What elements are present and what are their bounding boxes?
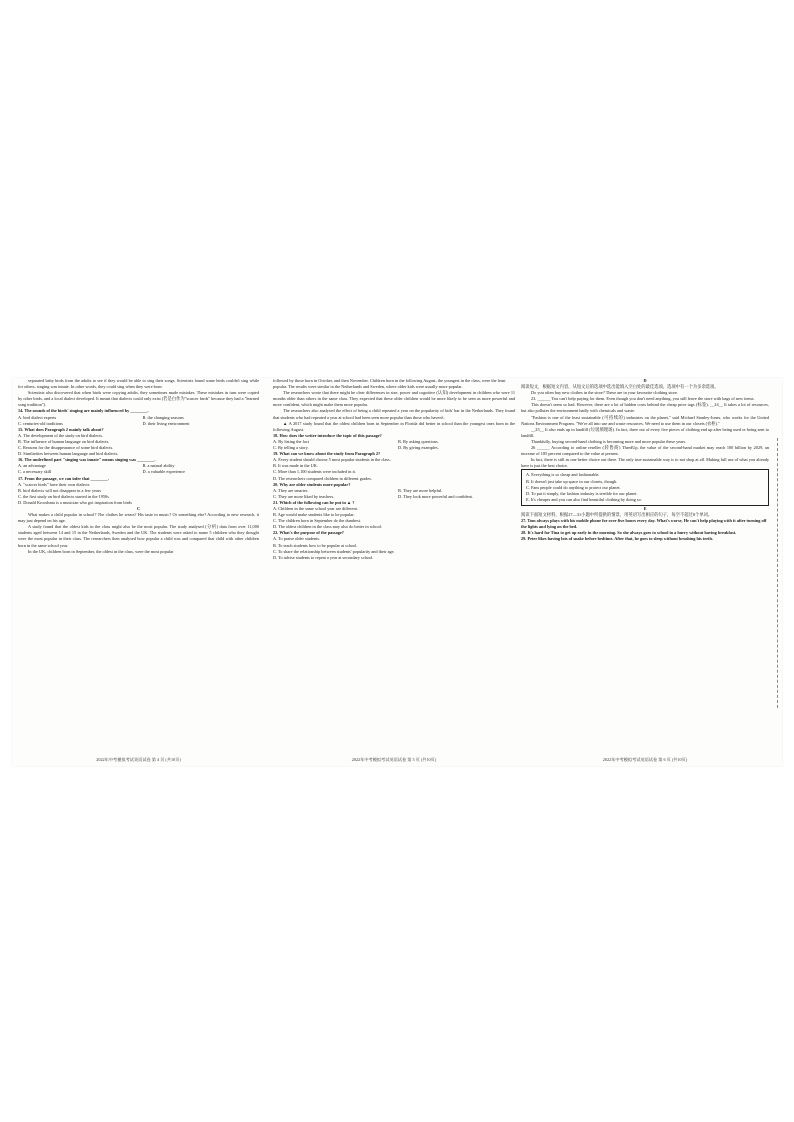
- section-heading: C: [136, 505, 141, 511]
- answer-option: D. a valuable experience: [142, 469, 185, 475]
- paragraph: ▲ A 2017 study found that the oldest children born in September in Florida did better in school than the youngest ones born in the following August.: [273, 420, 515, 432]
- exam-sheet: [12, 378, 782, 766]
- answer-option: B. The influence of human language on bird dialects.: [18, 438, 110, 444]
- section-heading: E: [643, 505, 647, 511]
- answer-option: D. Donald Kroodsma is a musician who got inspiration from birds: [18, 499, 132, 505]
- answer-option: B. bird dialects will not disappear in a few years: [18, 487, 102, 493]
- answer-option: A. an advantage: [18, 463, 46, 469]
- answer-option: B. By asking questions.: [398, 438, 439, 444]
- answer-option: C. More than 1,100 students were included in it.: [273, 469, 356, 475]
- box-option: C. Fans people could do anything to protect our planet.: [526, 484, 621, 490]
- answer-option: C. To share the relationship between students' popularity and their age.: [273, 548, 395, 554]
- paragraph: The researchers also analysed the effect of being a child repeated a year on the popularity of kids' bar in the Netherlands. They found that students who had repeated a year at school had been seen more popular than those who haven't.: [273, 408, 515, 420]
- page-footer: 2022年中考模拟考试英语试卷 第 5 页 (共10页): [351, 756, 437, 762]
- box-option: D. To put it simply, the fashion industry is terrible for our planet.: [526, 490, 638, 496]
- answer-option: C. a necessary skill: [18, 469, 52, 475]
- page-footer: 2022年中考模拟考试英语试卷 第 4 页 (共10页): [96, 756, 181, 762]
- paragraph: 23. ______ You can't help paying for them. Even though you don't need anything, you still leave the store with bags of new items.: [531, 396, 755, 402]
- question: 16. The underlined part "singing was innate" means singing was ________.: [18, 457, 156, 463]
- question: 15. What does Paragraph 2 mainly talk about?: [18, 426, 104, 432]
- answer-option: A. "scarcer birds" have their own dialects: [18, 481, 90, 487]
- question: 14. The sounds of the birds' singing are mainly influenced by ________.: [18, 408, 149, 414]
- answer-option: A. They are smarter.: [273, 487, 309, 493]
- paragraph: A study found that the oldest kids in the class might also be the most popular. The study analysed (分析) data from over 11,000 students aged between 14 and 15 in the Netherlands, Sweden and the UK. The students were asked to name 5 children who they thought were the most popular in their class. The researchers then analysed how popular a child was and compared that child with other children born in the same school year.: [18, 524, 259, 548]
- answer-option: C. They are more liked by teachers.: [273, 493, 335, 499]
- exam-page-4: [18, 378, 259, 770]
- page-footer: 2022年中考模拟考试英语试卷 第 6 页 (共10页): [602, 756, 688, 762]
- question: 17. From the passage, we can infer that ________.: [18, 475, 109, 481]
- answer-option: B. the changing seasons: [142, 414, 184, 420]
- paragraph: separated baby birds from the adults to see if they would be able to sing their songs. Scientists found some birds couldn't sing while for others, singing was innate. In other words, they could sing when they were born.: [18, 378, 259, 390]
- answer-option: A. To praise older students.: [273, 536, 321, 542]
- exam-page-5: [273, 378, 515, 770]
- paragraph: followed by those born in October, and then November. Children born in the following August, the youngest in the class, were the least popular. The results were similar in the Netherlands and Sweden, where older kids were usually more popular.: [273, 378, 506, 390]
- answer-option: B. To teach students how to be popular at school.: [273, 542, 358, 548]
- answer-option: B. They are more helpful.: [398, 487, 443, 493]
- answer-option: B. It was made in the UK.: [273, 463, 318, 469]
- answer-option: D. To advise students to repeat a year at secondary school.: [273, 554, 374, 560]
- paragraph: 阅读下面短文材料，根据27—31小题中所提供的情景，用英语写出相应的句子，每空不超过8个单词。: [521, 511, 713, 517]
- question: 19. What can we know about the study from Paragraph 2?: [273, 451, 381, 457]
- paragraph: The researchers wrote that there might be clear differences in size, power and cognitive (认知) development in children who were 11 months older than others in the same class. They expected that these older children would be more likely to be seen as more powerful and more confident, which might make them more popular.: [273, 390, 515, 408]
- paragraph: In fact, there is still as one better choice out there. The only true sustainable way is to not shop at all. Making full use of what you already have is just the best choice.: [521, 457, 769, 469]
- question: 27. Tom always plays with his mobile phone for over five hours every day. What's worse, He can't help playing with it after turning off the lights and lying on the bed.: [521, 518, 767, 530]
- box-option: E. It's cheaper and you can also find beautiful clothing by doing so.: [526, 496, 642, 502]
- section-heading: D: [643, 378, 647, 383]
- question: 21. Which of the following can be put in ▲ ?: [273, 499, 355, 505]
- answer-option: A. The development of the study on bird dialects.: [18, 432, 104, 438]
- answer-option: B. a natural ability: [142, 463, 175, 469]
- paragraph: What makes a child popular in school? The clothes he wears? His taste in music? Or something else? According to new research, it may just depend on his age.: [18, 512, 259, 524]
- paragraph: Thankfully, buying second-hand clothing is becoming more and more popular these years.: [531, 438, 687, 444]
- exam-page-6: [521, 378, 769, 770]
- paragraph: 阅读短文，根据短文内容，从短文后的选项中选出能填入空白处的最佳选项。选项中有一个为多余选项。: [521, 384, 719, 390]
- paragraph: Scientists also discovered that when birds were copying adults, they sometimes made mistakes. These mistakes in turn were copied by other birds, and a local dialect developed. It meant that dialects could only exist (若是白作为"scarcer birds" because they had a "learned song tradition").: [18, 390, 259, 408]
- answer-option: C. the first study on bird dialects started in the 1950s: [18, 493, 109, 499]
- paragraph: __25__ It also ends up in landfill (垃圾填埋场). In fact, three out of every five pieces of clothing end up after being used or being sent to landfill.: [521, 426, 769, 438]
- answer-option: B. Age would make students like to be popular.: [273, 512, 355, 518]
- answer-option: D. Similarities between human language and bird dialects.: [18, 451, 119, 457]
- answer-option: D. By giving examples.: [398, 445, 439, 451]
- question: 22. What's the purpose of the passage?: [273, 530, 344, 536]
- answer-option: C. Reasons for the disappearance of some bird dialects.: [18, 445, 114, 451]
- answer-option: C. The children born in September do the dumbest.: [273, 518, 361, 524]
- question: 28. It's hard for Tina to get up early in the morning. So she always goes to school in a hurry without having breakfast.: [521, 530, 737, 536]
- answer-option: A. Children in the same school year are different.: [273, 505, 358, 511]
- options-box: [521, 469, 769, 505]
- answer-option: D. The researchers compared children in different grades.: [273, 475, 372, 481]
- paragraph: "Fashion is one of the least sustainable (可持续的) industries on the planet," said Michael Stanley-Jones, who works for the United Nations Environment Program. "We're all into use and waste resources. We need to use them in our closets (衣柜).": [521, 414, 769, 426]
- binding-line: [777, 438, 778, 708]
- box-option: A. Everything is so cheap and fashionable.: [526, 472, 600, 478]
- answer-option: C. centuries-old traditions: [18, 420, 63, 426]
- paragraph: 26 ______ According to online reseller (转售商) ThredUp, the value of the second-hand market may reach 100 billion by 2029, an increase of 185 percent compared to the value at present.: [521, 445, 769, 457]
- paragraph: In the UK, children born in September, the oldest in the class, were the most popular: [28, 548, 174, 554]
- answer-option: A. bird dialect experts: [18, 414, 57, 420]
- question: 18. How does the writer introduce the topic of this passage?: [273, 432, 382, 438]
- answer-option: D. The oldest children in the class may also do better in school.: [273, 524, 382, 530]
- answer-option: D. their living environment: [142, 420, 190, 426]
- answer-option: C. By telling a story.: [273, 445, 309, 451]
- question: 20. Why are older students more popular?: [273, 481, 351, 487]
- answer-option: A. By listing the fact: [273, 438, 309, 444]
- answer-option: D. They look more powerful and confident.: [398, 493, 473, 499]
- question: 29. Peter likes having lots of snake before bedtime. After that, he goes to sleep without brushing his teeth.: [521, 536, 713, 542]
- answer-option: A. Every student should choose 5 most popular students in the class.: [273, 457, 391, 463]
- paragraph: Do you often buy new clothes in the store? These are in your favourite clothing store.: [531, 390, 678, 396]
- paragraph: This doesn't seem so bad. However, there are a lot of hidden costs behind the cheap price tags (标签). __24__ It takes a lot of resources, but also pollutes the environment badly with chemicals and waste.: [521, 402, 769, 414]
- box-option: B. It doesn't just take up space in our closets, though.: [526, 478, 618, 484]
